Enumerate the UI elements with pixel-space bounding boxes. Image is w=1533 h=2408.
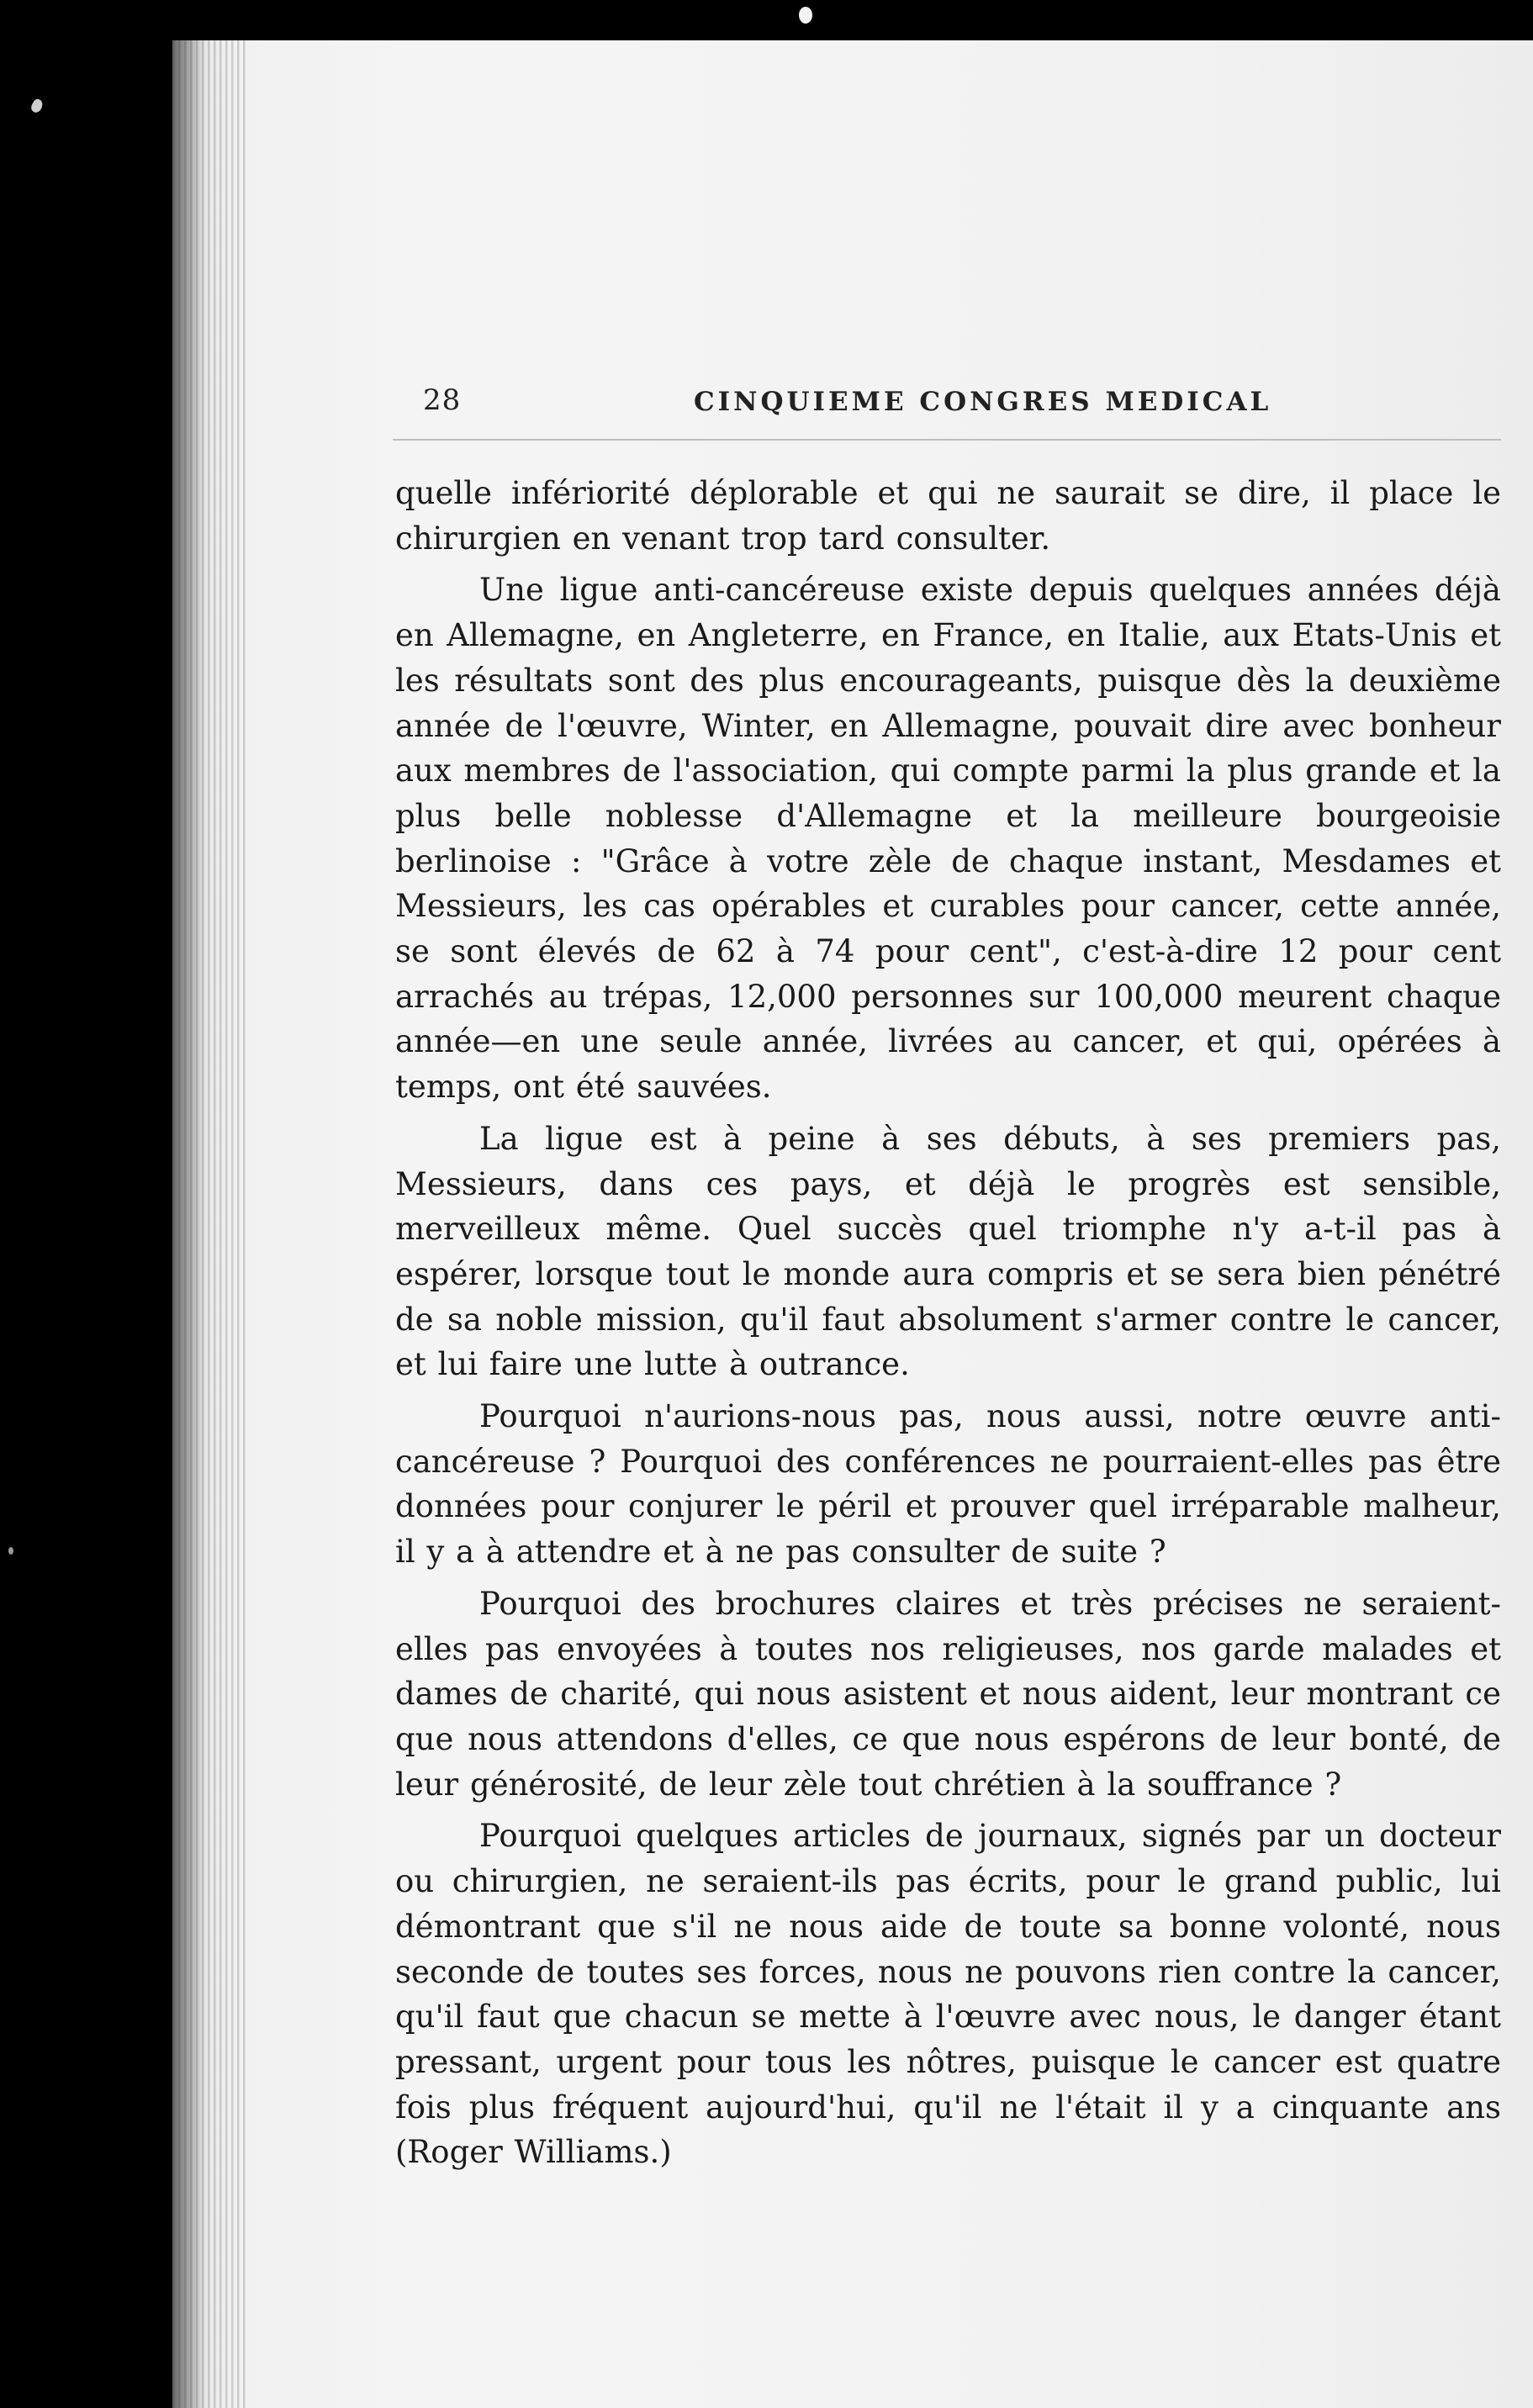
running-title: CINQUIEME CONGRES MEDICAL xyxy=(694,387,1272,417)
scan-dust-spot xyxy=(799,7,812,24)
paragraph: quelle infériorité déplorable et qui ne saurait se dire, il place le chirurgien en venant trop tard consulter. xyxy=(395,475,1501,557)
paragraph: Pourquoi des brochures claires et très précises ne seraient-elles pas envoyées à toutes nos religieuses, nos garde malades et dames de charité, qui nous asistent et nous aident, leur montrant ce que nous attendons d'elles, ce que nous espérons de leur bonté, de leur générosité, de leur zèle tout chrétien à la souffrance ? xyxy=(395,1585,1501,1803)
body-text xyxy=(395,471,1501,2182)
page-number: 28 xyxy=(423,383,462,417)
scan-speck xyxy=(29,98,45,114)
running-header xyxy=(172,353,1533,417)
book-page xyxy=(172,40,1533,2408)
paragraph: Une ligue anti-cancéreuse existe depuis quelques années déjà en Allemagne, en Angleterre, en France, en Italie, aux Etats-Unis et les résultats sont des plus encourageants, puisque dès la deuxième année de l'œuvre, Winter, en Allemagne, pouvait dire avec bonheur aux membres de l'association, qui compte parmi la plus grande et la plus belle noblesse d'Allemagne et la meilleure bourgeoisie berlinoise : "Grâce à votre zèle de chaque instant, Mesdames et Messieurs, les cas opérables et curables pour cancer, cette année, se sont élevés de 62 à 74 pour cent", c'est-à-dire 12 pour cent arrachés au trépas, 12,000 personnes sur 100,000 meurent chaque année—en une seule année, livrées au cancer, et qui, opérées à temps, ont été sauvées. xyxy=(395,572,1501,1106)
paragraph: Pourquoi quelques articles de journaux, signés par un docteur ou chirurgien, ne seraient-ils pas écrits, pour le grand public, lui démontrant que s'il ne nous aide de toute sa bonne volonté, nous seconde de toutes ses forces, nous ne pouvons rien contre la cancer, qu'il faut que chacun se mette à l'œuvre avec nous, le danger étant pressant, urgent pour tous les nôtres, puisque le cancer est quatre fois plus fréquent aujourd'hui, qu'il ne l'était il y a cinquante ans (Roger Williams.) xyxy=(395,1818,1501,2171)
paragraph: La ligue est à peine à ses débuts, à ses premiers pas, Messieurs, dans ces pays, et déjà le progrès est sensible, merveilleux même. Quel succès quel triomphe n'y a-t-il pas à espérer, lorsque tout le monde aura compris et se sera bien pénétré de sa noble mission, qu'il faut absolument s'armer contre le cancer, et lui faire une lutte à outrance. xyxy=(395,1120,1501,1383)
paragraph: Pourquoi n'aurions-nous pas, nous aussi, notre œuvre anti-cancéreuse ? Pourquoi des conférences ne pourraient-elles pas être données pour conjurer le péril et prouver quel irréparable malheur, il y a à attendre et à ne pas consulter de suite ? xyxy=(395,1398,1501,1571)
header-rule xyxy=(393,439,1501,441)
scan-speck xyxy=(8,1547,13,1555)
